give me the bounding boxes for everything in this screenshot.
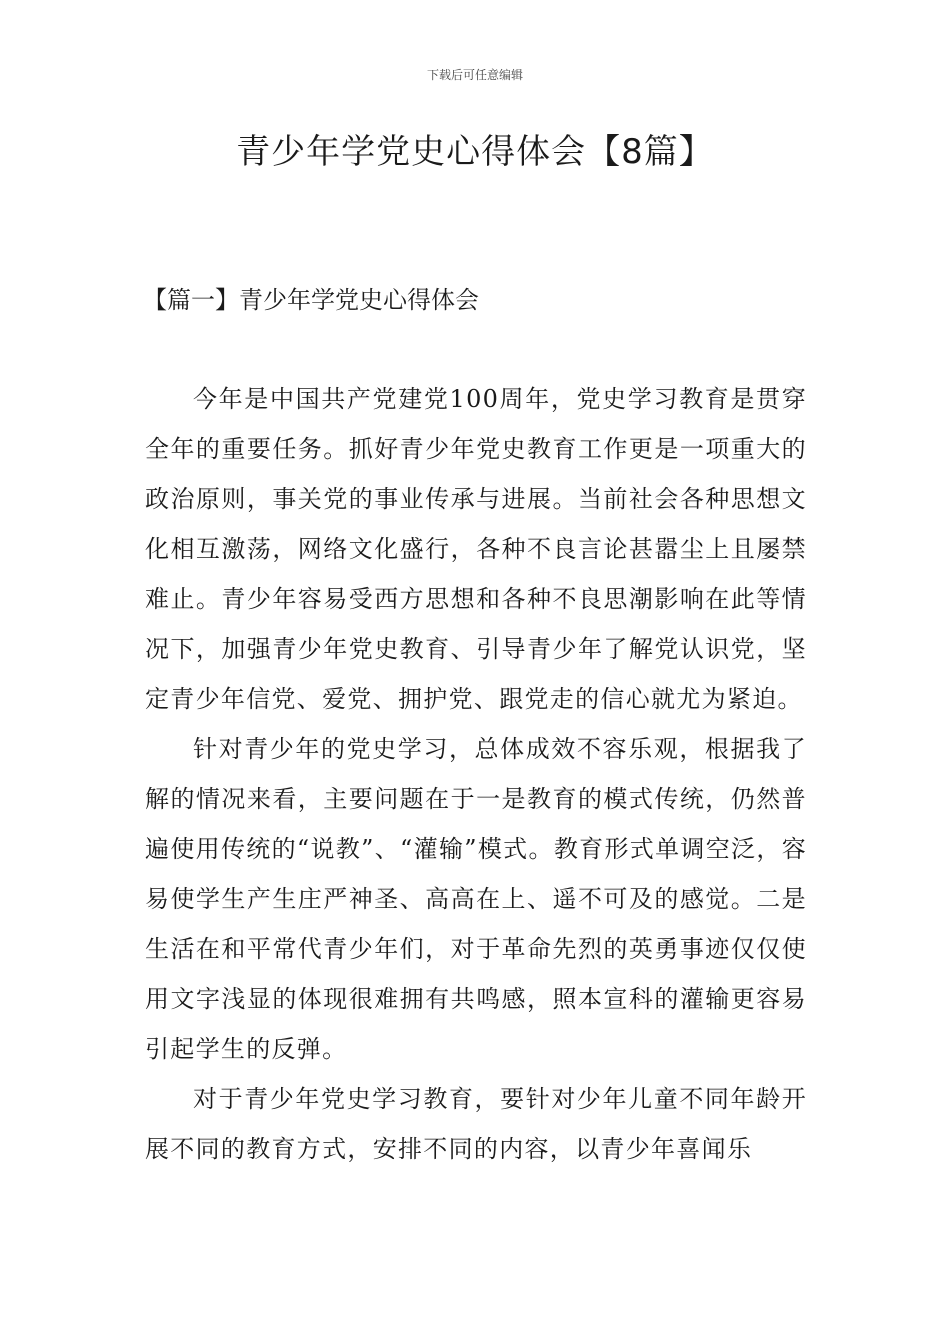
paragraph: 对于青少年党史学习教育，要针对少年儿童不同年龄开展不同的教育方式，安排不同的内容，以青少年喜闻乐 bbox=[145, 1085, 807, 1163]
paragraph: 今年是中国共产党建党100周年，党史学习教育是贯穿全年的重要任务。抓好青少年党史教育工作更是一项重大的政治原则，事关党的事业传承与进展。当前社会各种思想文化相互激荡，网络文化盛行，各种不良言论甚嚣尘上且屡禁难止。青少年容易受西方思想和各种不良思潮影响在此等情况下，加强青少年党史教育、引导青少年了解党认识党，坚定青少年信党、爱党、拥护党、跟党走的信心就尤为紧迫。 bbox=[145, 385, 807, 713]
body-text bbox=[145, 374, 807, 1174]
paragraph: 针对青少年的党史学习，总体成效不容乐观，根据我了解的情况来看，主要问题在于一是教育的模式传统，仍然普遍使用传统的“说教”、“灌输”模式。教育形式单调空泛，容易使学生产生庄严神圣、高高在上、遥不可及的感觉。二是生活在和平常代青少年们，对于革命先烈的英勇事迹仅仅使用文字浅显的体现很难拥有共鸣感，照本宣科的灌输更容易引起学生的反弹。 bbox=[145, 735, 807, 1063]
document-title: 青少年学党史心得体会【8篇】 bbox=[236, 132, 714, 172]
header-note: 下载后可任意编辑 bbox=[426, 68, 523, 82]
section-heading: 【篇一】青少年学党史心得体会 bbox=[143, 286, 479, 314]
